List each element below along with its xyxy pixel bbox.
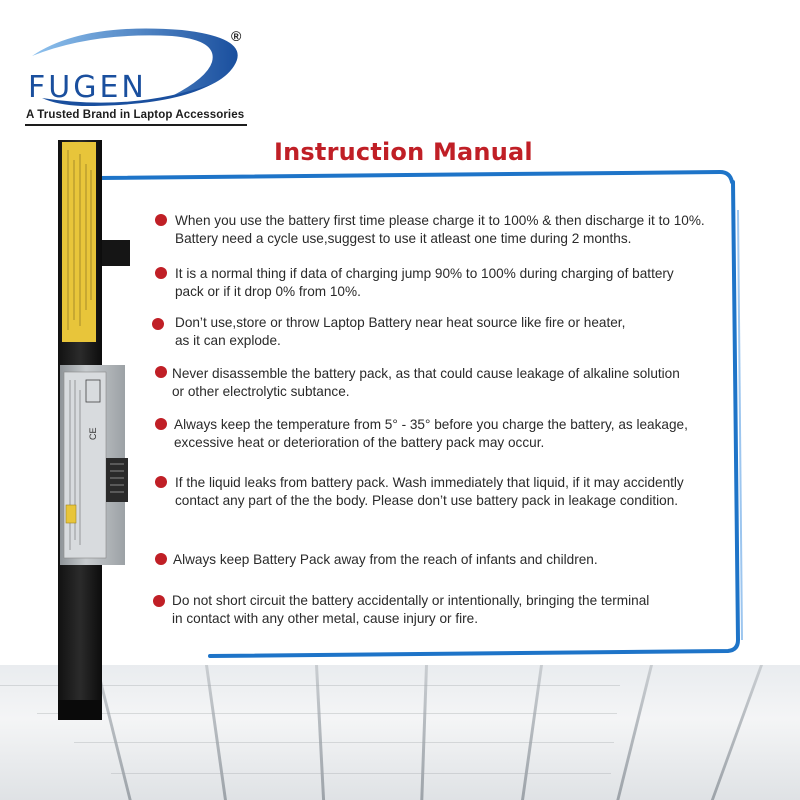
instruction-text-line-1: If the liquid leaks from battery pack. Wash immediately that liquid, if it may accidently xyxy=(175,475,684,490)
bullet-dot-icon xyxy=(155,418,167,430)
instruction-text-line-2: or other electrolytic subtance. xyxy=(172,384,350,399)
instruction-text-line-1: Don’t use,store or throw Laptop Battery near heat source like fire or heater, xyxy=(175,315,626,330)
instruction-text-line-2: in contact with any other metal, cause injury or fire. xyxy=(172,611,478,626)
instruction-text-line-1: Do not short circuit the battery accidentally or intentionally, bringing the terminal xyxy=(172,593,650,608)
bullet-dot-icon xyxy=(152,318,164,330)
bullet-dot-icon xyxy=(153,595,165,607)
brand-name: FUGEN xyxy=(28,70,147,105)
brand-tagline: A Trusted Brand in Laptop Accessories xyxy=(26,109,245,121)
instruction-text-line-2: contact any part of the the body. Please don’t use battery pack in leakage condition. xyxy=(175,493,679,508)
svg-text:CE: CE xyxy=(88,427,98,440)
bullet-dot-icon xyxy=(155,214,167,226)
bullet-dot-icon xyxy=(155,476,167,488)
instruction-text-line-2: as it can explode. xyxy=(175,333,281,348)
bullet-dot-icon xyxy=(155,366,167,378)
instruction-text-line-1: Always keep the temperature from 5° - 35° before you charge the battery, as leakage, xyxy=(174,417,688,432)
instruction-text-line-1: It is a normal thing if data of charging jump 90% to 100% during charging of battery xyxy=(175,266,674,281)
instruction-text-line-1: When you use the battery first time please charge it to 100% & then discharge it to 10%. xyxy=(175,213,705,228)
instruction-text-line-2: Battery need a cycle use,suggest to use it atleast one time during 2 months. xyxy=(175,231,632,246)
page-title: Instruction Manual xyxy=(274,138,533,166)
bullet-dot-icon xyxy=(155,553,167,565)
instruction-text-line-1: Never disassemble the battery pack, as that could cause leakage of alkaline solution xyxy=(172,366,680,381)
registered-mark: ® xyxy=(231,28,242,44)
instruction-text-line-2: pack or if it drop 0% from 10%. xyxy=(175,284,361,299)
bullet-dot-icon xyxy=(155,267,167,279)
instruction-text-line-1: Always keep Battery Pack away from the reach of infants and children. xyxy=(173,552,598,567)
instruction-text-line-2: excessive heat or deterioration of the battery pack may occur. xyxy=(174,435,545,450)
